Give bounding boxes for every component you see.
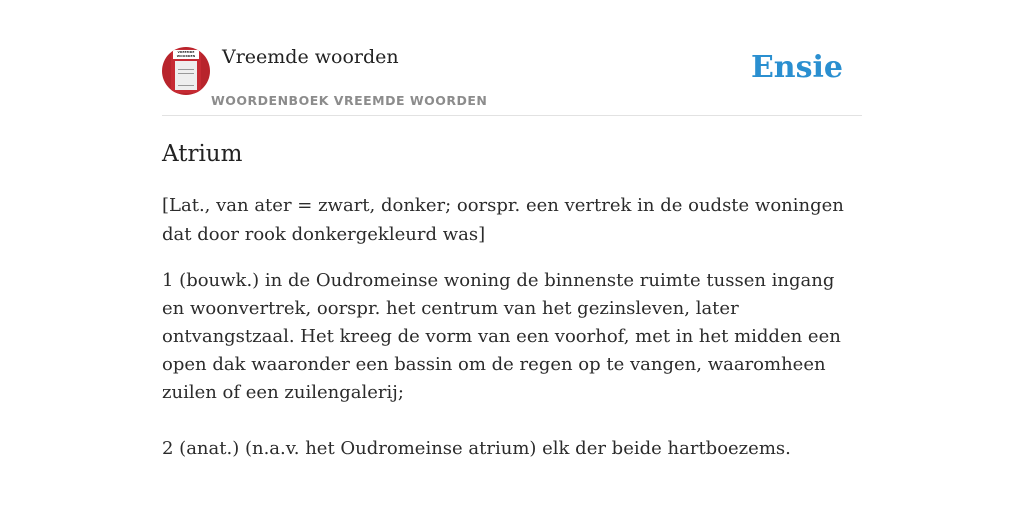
brand-logo[interactable]: Ensie [750,50,843,85]
entry-definition-1: 1 (bouwk.) in de Oudromeinse woning de binnenste ruimte tussen ingang en woonvertrek, oorspr. het centrum van het gezinsleven, later ontvangstzaal. Het kreeg de vorm van een voorhof, met in het midden een open dak waaronder een bassin om de regen op te vangen, waaromheen zuilen of een zuilengalerij; [162,270,841,403]
blog-subtitle: WOORDENBOEK VREEMDE WOORDEN [211,93,488,108]
book-cover-title: VREEMDE WOORDEN [173,50,199,59]
blog-title[interactable]: Vreemde woorden [222,46,399,68]
book-cover-line [178,73,194,74]
entry-content [162,138,862,463]
entry-definition-2: 2 (anat.) (n.a.v. het Oudromeinse atrium) elk der beide hartboezems. [162,438,791,459]
book-cover-panel [175,61,197,90]
site-header [162,44,862,116]
book-cover [171,49,201,93]
entry-etymology: [Lat., van ater = zwart, donker; oorspr. een vertrek in de oudste woningen dat door rook donkergekleurd was] [162,195,844,245]
entry-term: Atrium [162,141,243,167]
book-cover-icon[interactable] [162,47,210,95]
book-cover-line [178,69,194,70]
book-cover-line [178,85,194,86]
